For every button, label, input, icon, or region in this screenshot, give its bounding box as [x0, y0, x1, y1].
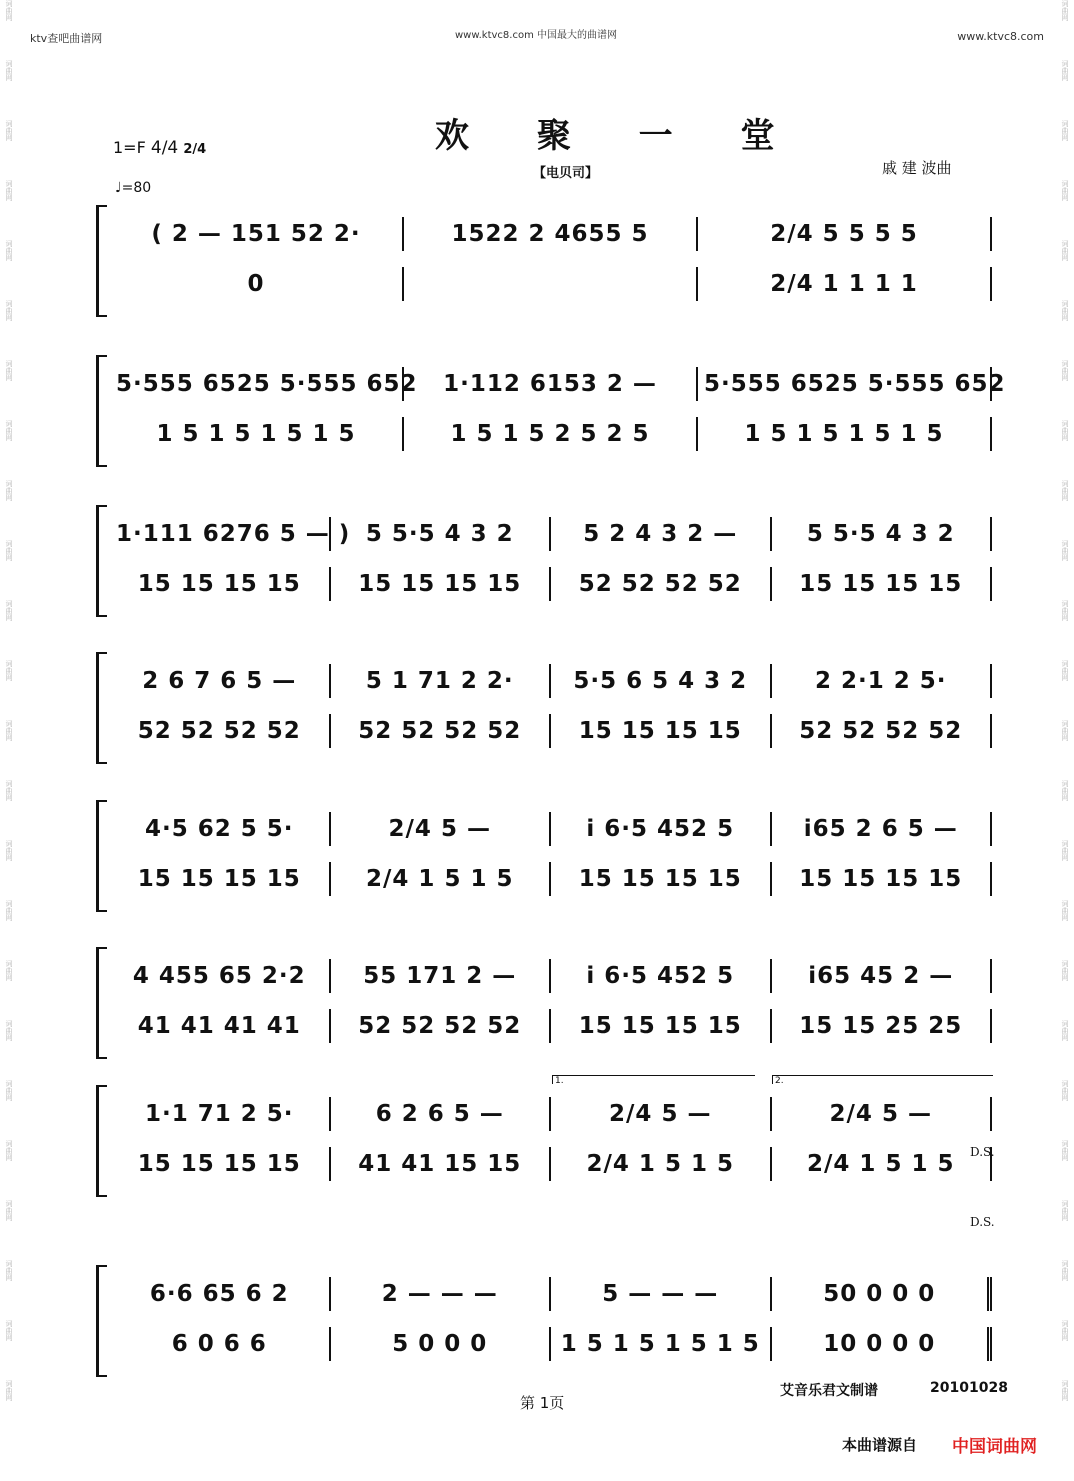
measure [331, 517, 552, 551]
source-brand[interactable]: 中国词曲网 [952, 1437, 1037, 1457]
measure-notes: 15 15 15 15 [578, 718, 742, 744]
header-center-text: www.ktvc8.com 中国最大的曲谱网 [455, 30, 618, 41]
melody-staff [110, 959, 992, 993]
measure [551, 1327, 772, 1361]
measure [110, 862, 331, 896]
engraver-credit: 艾音乐君文制谱 [780, 1383, 878, 1399]
measure [772, 1277, 993, 1311]
measure [110, 217, 404, 251]
bass-staff [110, 1147, 992, 1181]
measure-notes: 5·555 6525 5·555 652 [116, 371, 418, 397]
system-bracket [96, 800, 107, 912]
measure [110, 567, 331, 601]
bass-staff [110, 567, 992, 601]
measure [110, 1327, 331, 1361]
measure [551, 959, 772, 993]
measure [404, 267, 698, 301]
page-number: 第 1页 [520, 1394, 565, 1412]
left-watermark-strip: 词曲网 词曲网 词曲网 词曲网 词曲网 词曲网 词曲网 词曲网 词曲网 词曲网 词曲网 词曲网 词曲网 词曲网 词曲网 词曲网 词曲网 词曲网 词曲网 词曲网 词曲网 词曲网 词曲网 词曲网 [5, 0, 13, 1401]
measure [551, 714, 772, 748]
measure [698, 417, 992, 451]
measure [551, 812, 772, 846]
system-bracket [96, 355, 107, 467]
measure [331, 1277, 552, 1311]
measure-notes: 4 455 65 2·2 [132, 963, 306, 989]
measure-notes: 15 15 15 15 [578, 866, 742, 892]
measure-notes: 2/4 5 5 5 5 [770, 221, 918, 247]
source-label: 本曲谱源自 [842, 1436, 918, 1454]
measure-notes: 50 0 0 0 [823, 1281, 936, 1307]
measure [110, 664, 331, 698]
measure-notes: 5 5·5 4 3 2 [365, 521, 514, 547]
measure-notes: 5 5·5 4 3 2 [806, 521, 955, 547]
score-system [96, 1076, 995, 1229]
measure-notes: 0 [247, 271, 265, 297]
measure-notes: 52 52 52 52 [358, 718, 522, 744]
measure-notes: 5 — — — [602, 1281, 719, 1307]
score-system [96, 652, 992, 764]
measure [772, 664, 993, 698]
measure-notes: 4·5 62 5 5· [144, 816, 294, 842]
measure-notes: i65 2 6 5 — [803, 816, 958, 842]
time-signature-alt: 2/4 [183, 142, 207, 157]
measure [110, 812, 331, 846]
bass-staff [110, 417, 992, 451]
volta-first-ending: 1. [552, 1075, 755, 1084]
measure-notes: 2/4 5 — [609, 1101, 712, 1127]
system-bracket [96, 1265, 107, 1377]
measure [551, 1147, 772, 1181]
measure [551, 862, 772, 896]
score-system [96, 205, 992, 317]
measure [698, 367, 1006, 401]
bass-staff [110, 714, 992, 748]
measure [551, 1009, 772, 1043]
measure [331, 1147, 552, 1181]
measure [772, 959, 993, 993]
measure-notes: 5 1 71 2 2· [365, 668, 514, 694]
measure-notes: 15 15 15 15 [799, 571, 963, 597]
measure-notes: 2/4 1 5 1 5 [807, 1151, 955, 1177]
measure-notes: 41 41 15 15 [358, 1151, 522, 1177]
measure-notes: 2/4 5 — [829, 1101, 932, 1127]
measure-notes: 2 2·1 2 5· [814, 668, 947, 694]
score-system [96, 800, 992, 912]
measure [110, 267, 404, 301]
measure-notes: 2 6 7 6 5 — [142, 668, 297, 694]
measure [551, 567, 772, 601]
measure-notes: 5·5 6 5 4 3 2 [573, 668, 748, 694]
measure-notes: 55 171 2 — [363, 963, 517, 989]
bass-staff [110, 1327, 992, 1361]
measure [110, 367, 418, 401]
measure-notes: 5 2 4 3 2 — [583, 521, 738, 547]
measure [331, 567, 552, 601]
melody-staff [110, 1277, 992, 1311]
key-signature: 1=F 4/4 2/4 [113, 138, 207, 158]
instrument-label: 【电贝司】 [533, 166, 599, 181]
measure [551, 517, 772, 551]
measure [772, 1097, 993, 1131]
melody-staff [110, 664, 992, 698]
system-bracket [96, 205, 107, 317]
melody-staff [110, 517, 992, 551]
melody-staff [110, 1097, 992, 1131]
measure-notes: 52 52 52 52 [137, 718, 301, 744]
bass-staff [110, 267, 992, 301]
measure [772, 714, 993, 748]
measure [110, 1097, 331, 1131]
measure [404, 217, 698, 251]
score-system [96, 505, 992, 617]
measure-notes: ( 2 — 151 52 2· [151, 221, 361, 247]
score-system [96, 355, 1006, 467]
measure-notes: 2 — — — [381, 1281, 498, 1307]
score-system [96, 1265, 992, 1377]
measure [331, 812, 552, 846]
measure [331, 959, 552, 993]
measure [551, 664, 772, 698]
measure [551, 1097, 772, 1131]
measure-notes: 52 52 52 52 [799, 718, 963, 744]
measure [772, 1009, 993, 1043]
measure-notes: i65 45 2 — [808, 963, 954, 989]
measure-notes: 15 15 15 15 [137, 1151, 301, 1177]
measure-notes: 1·111 6276 5 — ) [116, 521, 351, 547]
measure [331, 1009, 552, 1043]
header-left-link[interactable]: ktv查吧曲谱网 [30, 32, 103, 45]
measure-notes: 6·6 65 6 2 [149, 1281, 289, 1307]
measure-notes: 5 0 0 0 [392, 1331, 488, 1357]
measure-notes: 52 52 52 52 [358, 1013, 522, 1039]
measure-notes: 1522 2 4655 5 [451, 221, 649, 247]
dal-segno-mark: D.S. [970, 1145, 995, 1159]
measure [772, 517, 993, 551]
measure-notes: 52 52 52 52 [578, 571, 742, 597]
measure-notes: 1 5 1 5 1 5 1 5 [744, 421, 944, 447]
measure-notes: i 6·5 452 5 [586, 963, 735, 989]
bass-staff [110, 1009, 992, 1043]
melody-staff [110, 367, 1006, 401]
composer-credit: 戚 建 波曲 [882, 159, 952, 177]
measure-notes: 1·1 71 2 5· [144, 1101, 294, 1127]
measure [331, 714, 552, 748]
volta-second-ending: 2. [772, 1075, 993, 1084]
measure-notes: 1 5 1 5 1 5 1 5 [156, 421, 356, 447]
system-bracket [96, 505, 107, 617]
measure [698, 267, 992, 301]
measure [772, 567, 993, 601]
score-system [96, 947, 992, 1059]
measure [110, 417, 404, 451]
measure-notes: 6 0 6 6 [171, 1331, 267, 1357]
measure [698, 217, 992, 251]
measure [404, 417, 698, 451]
measure-notes: 15 15 15 15 [578, 1013, 742, 1039]
measure-notes: 6 2 6 5 — [375, 1101, 504, 1127]
measure-notes: 15 15 15 15 [137, 866, 301, 892]
system-bracket [96, 1085, 107, 1197]
score-title: 欢 聚 一 堂 [435, 116, 803, 156]
system-bracket [96, 652, 107, 764]
measure [772, 812, 993, 846]
measure [331, 1097, 552, 1131]
measure-notes: 10 0 0 0 [823, 1331, 936, 1357]
header-right-link[interactable]: www.ktvc8.com [957, 30, 1044, 43]
engrave-date: 20101028 [930, 1380, 1008, 1396]
measure-notes: 2/4 5 — [388, 816, 491, 842]
measure [772, 862, 993, 896]
measure-notes: 1·112 6153 2 — [443, 371, 657, 397]
measure [110, 714, 331, 748]
measure [110, 1147, 331, 1181]
measure-notes: 1 5 1 5 2 5 2 5 [450, 421, 650, 447]
measure-notes: i 6·5 452 5 [586, 816, 735, 842]
bass-staff [110, 862, 992, 896]
measure [404, 367, 698, 401]
measure-notes: 15 15 15 15 [358, 571, 522, 597]
measure [551, 1277, 772, 1311]
measure-notes: 41 41 41 41 [137, 1013, 301, 1039]
measure-notes: 15 15 25 25 [799, 1013, 963, 1039]
measure [331, 1327, 552, 1361]
measure-notes: 5·555 6525 5·555 652 [704, 371, 1006, 397]
measure [772, 1147, 993, 1181]
measure-notes: 15 15 15 15 [799, 866, 963, 892]
measure [110, 1009, 331, 1043]
measure-notes: 2/4 1 1 1 1 [770, 271, 918, 297]
melody-staff [110, 812, 992, 846]
measure [331, 664, 552, 698]
measure [110, 959, 331, 993]
melody-staff [110, 217, 992, 251]
measure-notes: 15 15 15 15 [137, 571, 301, 597]
measure-notes: 2/4 1 5 1 5 [366, 866, 514, 892]
dal-segno-mark: D.S. [970, 1215, 995, 1229]
measure [110, 1277, 331, 1311]
measure-notes: 1 5 1 5 1 5 1 5 [560, 1331, 760, 1357]
measure [772, 1327, 993, 1361]
tempo-mark: ♩=80 [115, 180, 152, 196]
system-bracket [96, 947, 107, 1059]
measure [110, 517, 351, 551]
right-watermark-strip: 词曲网 词曲网 词曲网 词曲网 词曲网 词曲网 词曲网 词曲网 词曲网 词曲网 词曲网 词曲网 词曲网 词曲网 词曲网 词曲网 词曲网 词曲网 词曲网 词曲网 词曲网 词曲网 词曲网 词曲网 [1061, 0, 1069, 1401]
time-signature-main: 4/4 [150, 138, 179, 158]
measure [331, 862, 552, 896]
measure-notes: 2/4 1 5 1 5 [586, 1151, 734, 1177]
